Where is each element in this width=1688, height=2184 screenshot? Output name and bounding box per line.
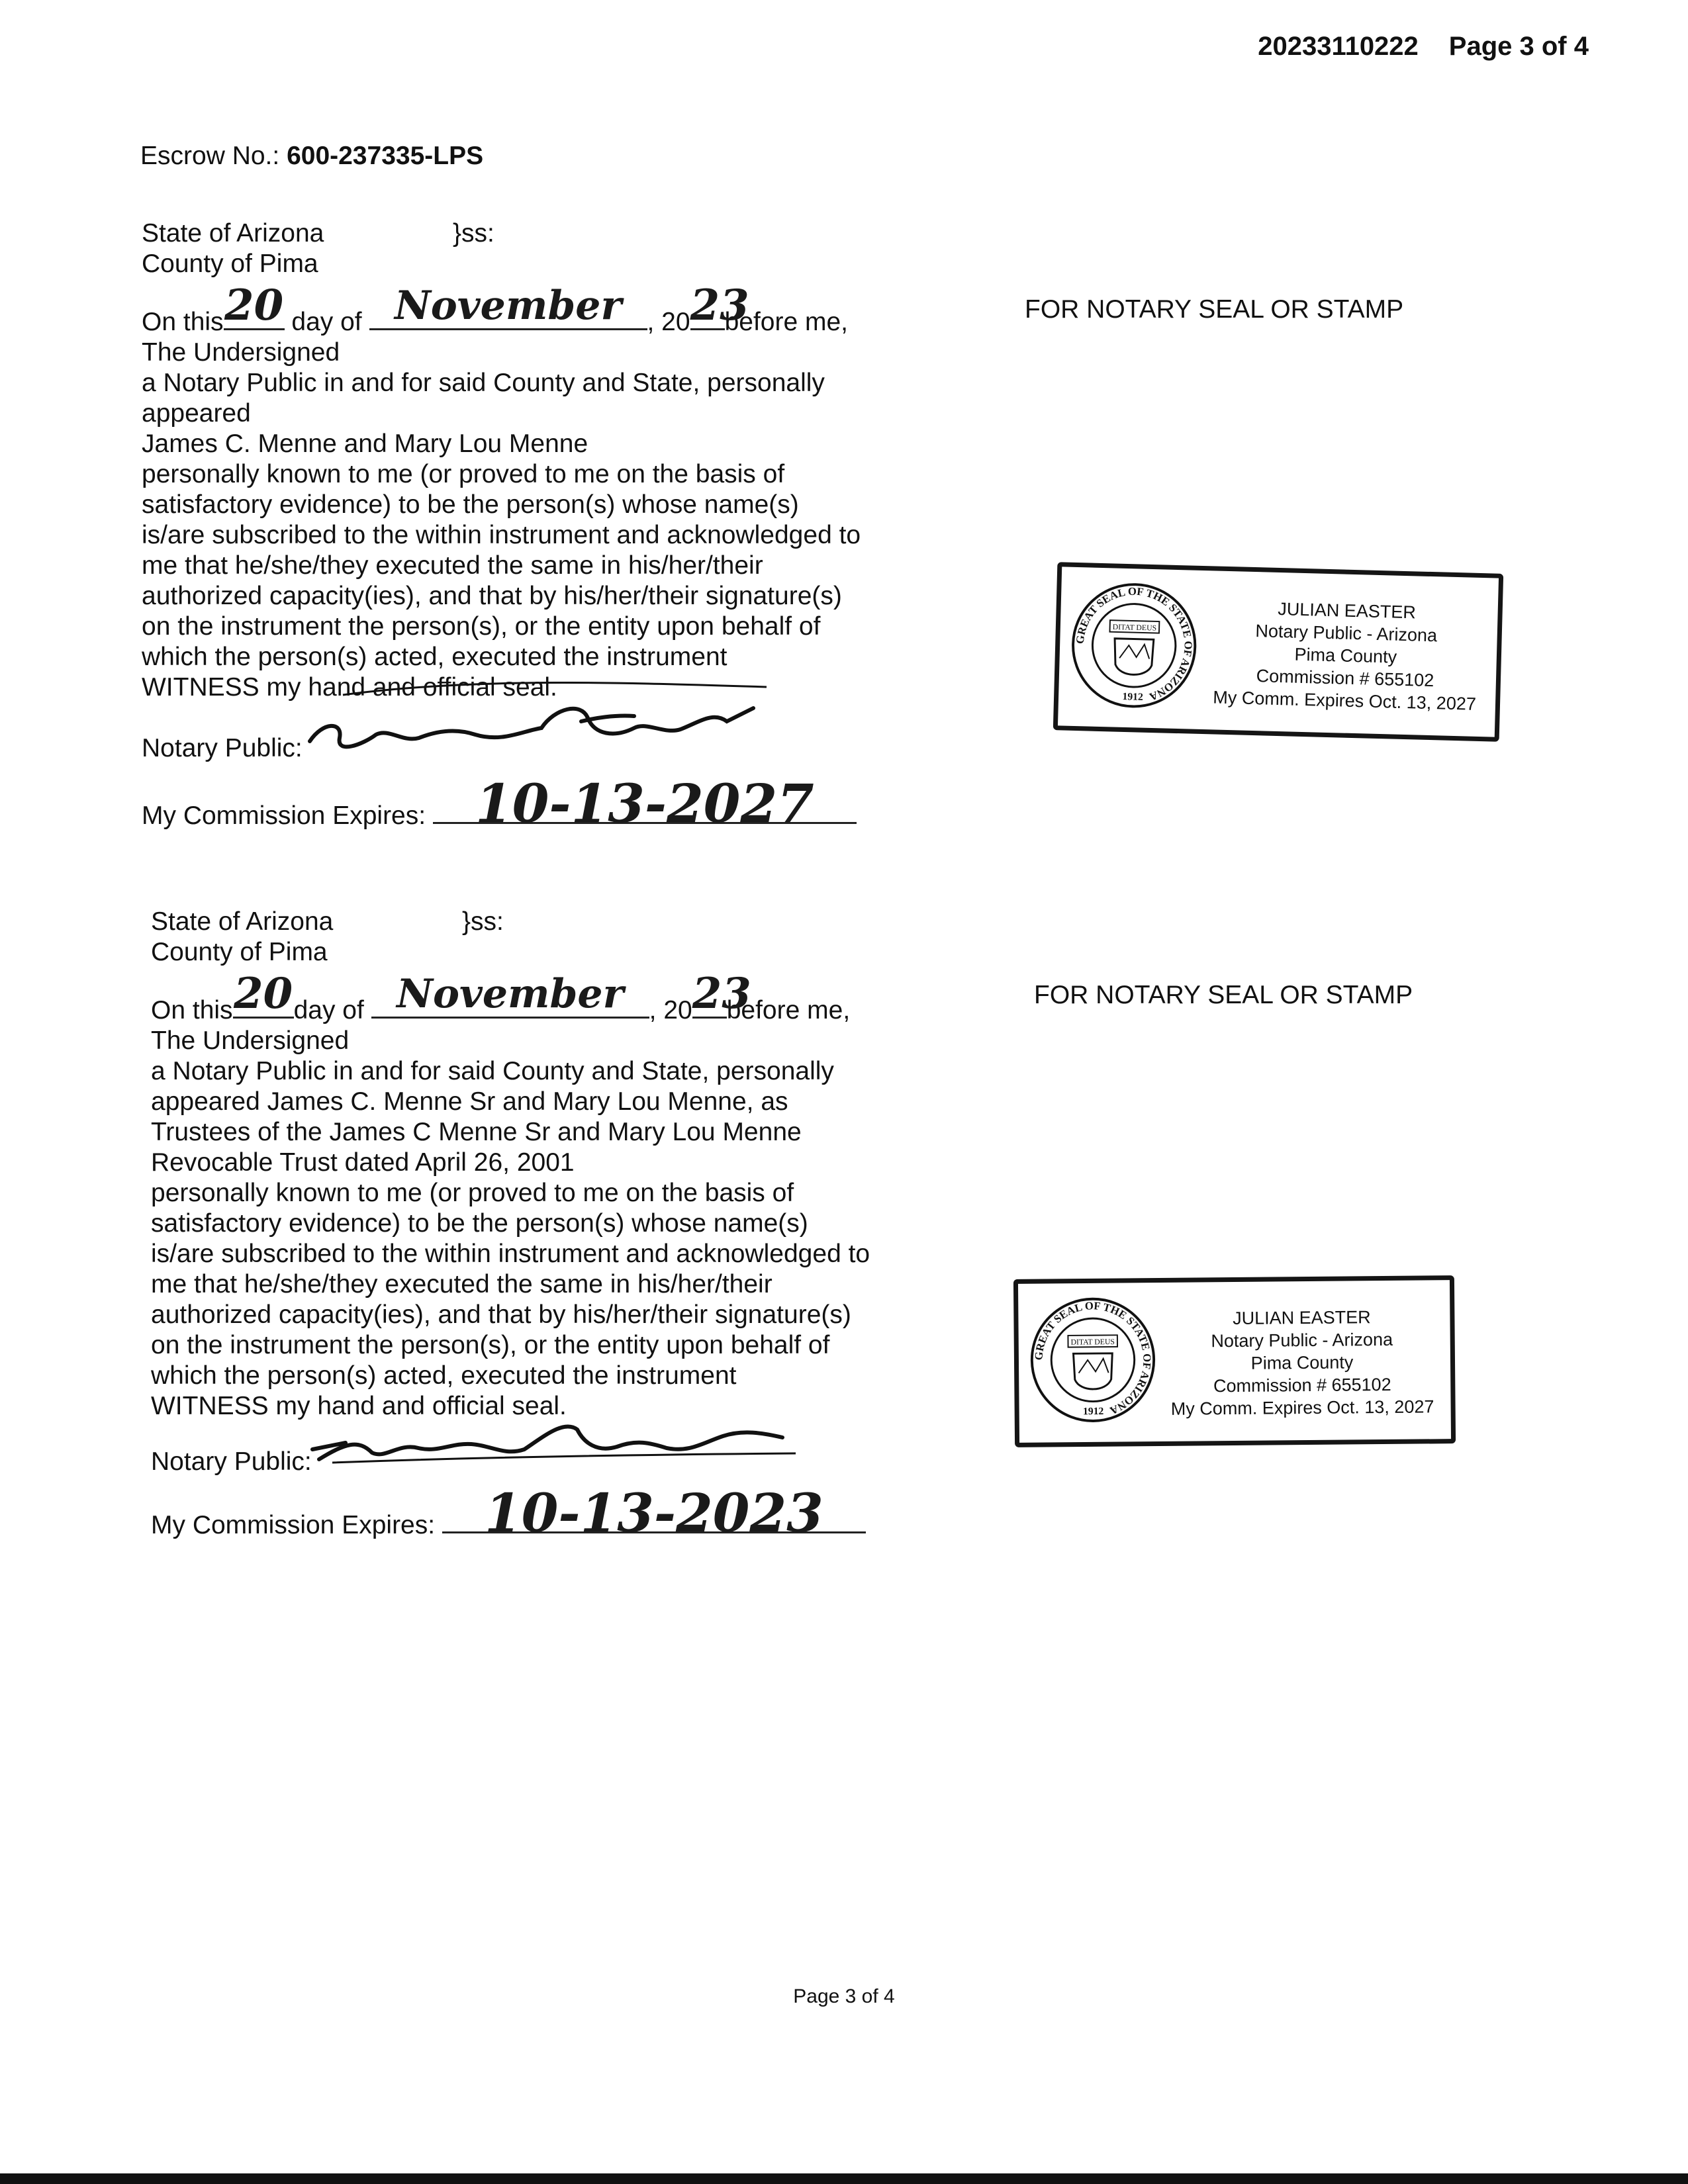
stamp-notary-name: JULIAN EASTER (1233, 1307, 1371, 1329)
svg-text:GREAT SEAL OF THE STATE OF ARI: GREAT SEAL OF THE STATE OF ARIZONA (1032, 1299, 1154, 1418)
state-line (151, 907, 1011, 937)
handwritten-commission-date: 10-13-2023 (485, 1482, 823, 1544)
stamp-commission: Commission # 655102 (1256, 666, 1434, 691)
svg-text:DITAT DEUS: DITAT DEUS (1112, 622, 1157, 633)
handwritten-commission-date: 10-13-2027 (475, 772, 814, 835)
body-line: authorized capacity(ies), and that by his/her/their signature(s) (151, 1300, 851, 1329)
escrow-label: Escrow No.: (140, 142, 280, 170)
notary-public-label: Notary Public: (151, 1447, 312, 1476)
svg-text:1912: 1912 (1082, 1406, 1104, 1418)
body-line: which the person(s) acted, executed the instrument (142, 643, 727, 671)
arizona-seal-icon (1027, 1295, 1158, 1426)
date-line: On this 20 day of November , 20 23 before me, (142, 281, 848, 336)
commission-field (442, 1482, 866, 1544)
before-me-label: before me, (726, 996, 851, 1024)
month-field (369, 283, 647, 330)
commission-line (142, 772, 1002, 835)
stamp-commission: Commission # 655102 (1213, 1374, 1391, 1396)
body-line: personally known to me (or proved to me on the basis of (151, 1179, 794, 1207)
handwritten-signature-icon (306, 1396, 809, 1469)
notary-stamp-1 (1053, 562, 1503, 742)
before-me-label: before me, (724, 308, 848, 336)
year-prefix: 20 (661, 308, 690, 336)
document-number: 20233110222 (1258, 32, 1419, 61)
acknowledgment-block-2 (151, 907, 1011, 1544)
acknowledgment-body (151, 1026, 1011, 1422)
ss-label: }ss: (462, 907, 504, 936)
state-line (142, 218, 1002, 249)
handwritten-year: 23 (690, 281, 749, 330)
year-prefix: 20 (663, 996, 692, 1024)
header-page-label: Page 3 of 4 (1448, 32, 1589, 61)
body-line: me that he/she/they executed the same in his/her/their (151, 1270, 773, 1298)
handwritten-signature-icon (303, 682, 780, 754)
body-line: which the person(s) acted, executed the instrument (151, 1361, 737, 1390)
stamp-text (1200, 596, 1491, 715)
state-label: State of Arizona (142, 219, 324, 248)
svg-text:GREAT SEAL OF THE STATE OF ARI: GREAT SEAL OF THE STATE OF ARIZONA (1073, 584, 1195, 704)
notary-signature (310, 728, 773, 756)
stamp-notary-title: Notary Public - Arizona (1211, 1329, 1393, 1351)
escrow-line (140, 142, 483, 171)
body-line: The Undersigned (151, 1026, 350, 1055)
body-line: Trustees of the James C Menne Sr and Mary Lou Menne (151, 1118, 802, 1146)
date-line: On this 20 day of November , 20 23 before me, (151, 969, 851, 1024)
stamp-notary-title: Notary Public - Arizona (1255, 621, 1438, 646)
body-line: is/are subscribed to the within instrument and acknowledged to (142, 521, 861, 549)
notary-signature-line (142, 728, 1002, 764)
stamp-county: Pima County (1294, 644, 1397, 667)
notary-public-label: Notary Public: (142, 734, 303, 762)
page-footer: Page 3 of 4 (793, 1985, 895, 2007)
notary-stamp-2 (1013, 1275, 1456, 1447)
commission-field (433, 772, 857, 835)
body-line: Revocable Trust dated April 26, 2001 (151, 1148, 575, 1177)
handwritten-month: November (394, 283, 622, 329)
seal-heading-1: FOR NOTARY SEAL OR STAMP (1025, 295, 1404, 324)
svg-text:DITAT DEUS: DITAT DEUS (1070, 1338, 1115, 1347)
day-field (224, 281, 285, 330)
notary-signature (319, 1441, 809, 1470)
notary-signature-line (151, 1441, 1011, 1477)
escrow-number: 600-237335-LPS (287, 142, 484, 170)
body-line: a Notary Public in and for said County and State, personally (142, 369, 825, 397)
body-line: The Undersigned (142, 338, 340, 367)
stamp-text (1160, 1305, 1444, 1420)
on-this-label: On this (151, 996, 233, 1024)
body-line: James C. Menne and Mary Lou Menne (142, 430, 588, 458)
ss-label: }ss: (453, 219, 494, 248)
stamp-county: Pima County (1250, 1352, 1354, 1373)
handwritten-year: 23 (692, 969, 751, 1019)
body-line: appeared James C. Menne Sr and Mary Lou Menne, as (151, 1087, 788, 1116)
scan-edge-bar (0, 2173, 1688, 2184)
county-line: County of Pima (151, 938, 328, 966)
body-line: on the instrument the person(s), or the entity upon behalf of (151, 1331, 830, 1359)
commission-expires-label: My Commission Expires: (142, 801, 426, 830)
page-header (1258, 32, 1589, 62)
commission-line (151, 1482, 1011, 1544)
year-field (692, 969, 751, 1019)
month-field (371, 971, 649, 1019)
day-of-label: day of (293, 996, 364, 1024)
day-field (233, 969, 294, 1019)
body-line: satisfactory evidence) to be the person(s) whose name(s) (151, 1209, 808, 1238)
body-line: me that he/she/they executed the same in his/her/their (142, 551, 763, 580)
acknowledgment-block-1 (142, 218, 1002, 835)
on-this-label: On this (142, 308, 224, 336)
body-line: personally known to me (or proved to me on the basis of (142, 460, 785, 488)
stamp-expiration: My Comm. Expires Oct. 13, 2027 (1170, 1396, 1434, 1419)
body-line: satisfactory evidence) to be the person(s) whose name(s) (142, 490, 799, 519)
body-line: WITNESS my hand and official seal. (151, 1392, 567, 1420)
body-line: is/are subscribed to the within instrument and acknowledged to (151, 1240, 870, 1268)
county-line: County of Pima (142, 250, 318, 278)
seal-heading-2: FOR NOTARY SEAL OR STAMP (1034, 981, 1413, 1009)
body-line: on the instrument the person(s), or the entity upon behalf of (142, 612, 821, 641)
commission-expires-label: My Commission Expires: (151, 1511, 436, 1539)
svg-text:1912: 1912 (1122, 691, 1144, 703)
year-field (690, 281, 749, 330)
body-line: a Notary Public in and for said County and State, personally (151, 1057, 834, 1085)
stamp-expiration: My Comm. Expires Oct. 13, 2027 (1212, 687, 1477, 714)
handwritten-month: November (397, 971, 624, 1017)
stamp-notary-name: JULIAN EASTER (1278, 598, 1417, 623)
handwritten-day: 20 (224, 281, 284, 330)
body-line: authorized capacity(ies), and that by his/her/their signature(s) (142, 582, 842, 610)
body-line: WITNESS my hand and official seal. (142, 673, 557, 702)
acknowledgment-body (142, 338, 1002, 703)
day-of-label: day of (291, 308, 362, 336)
state-label: State of Arizona (151, 907, 334, 936)
body-line: appeared (142, 399, 251, 428)
handwritten-day: 20 (234, 969, 293, 1019)
arizona-seal-icon (1068, 579, 1201, 712)
